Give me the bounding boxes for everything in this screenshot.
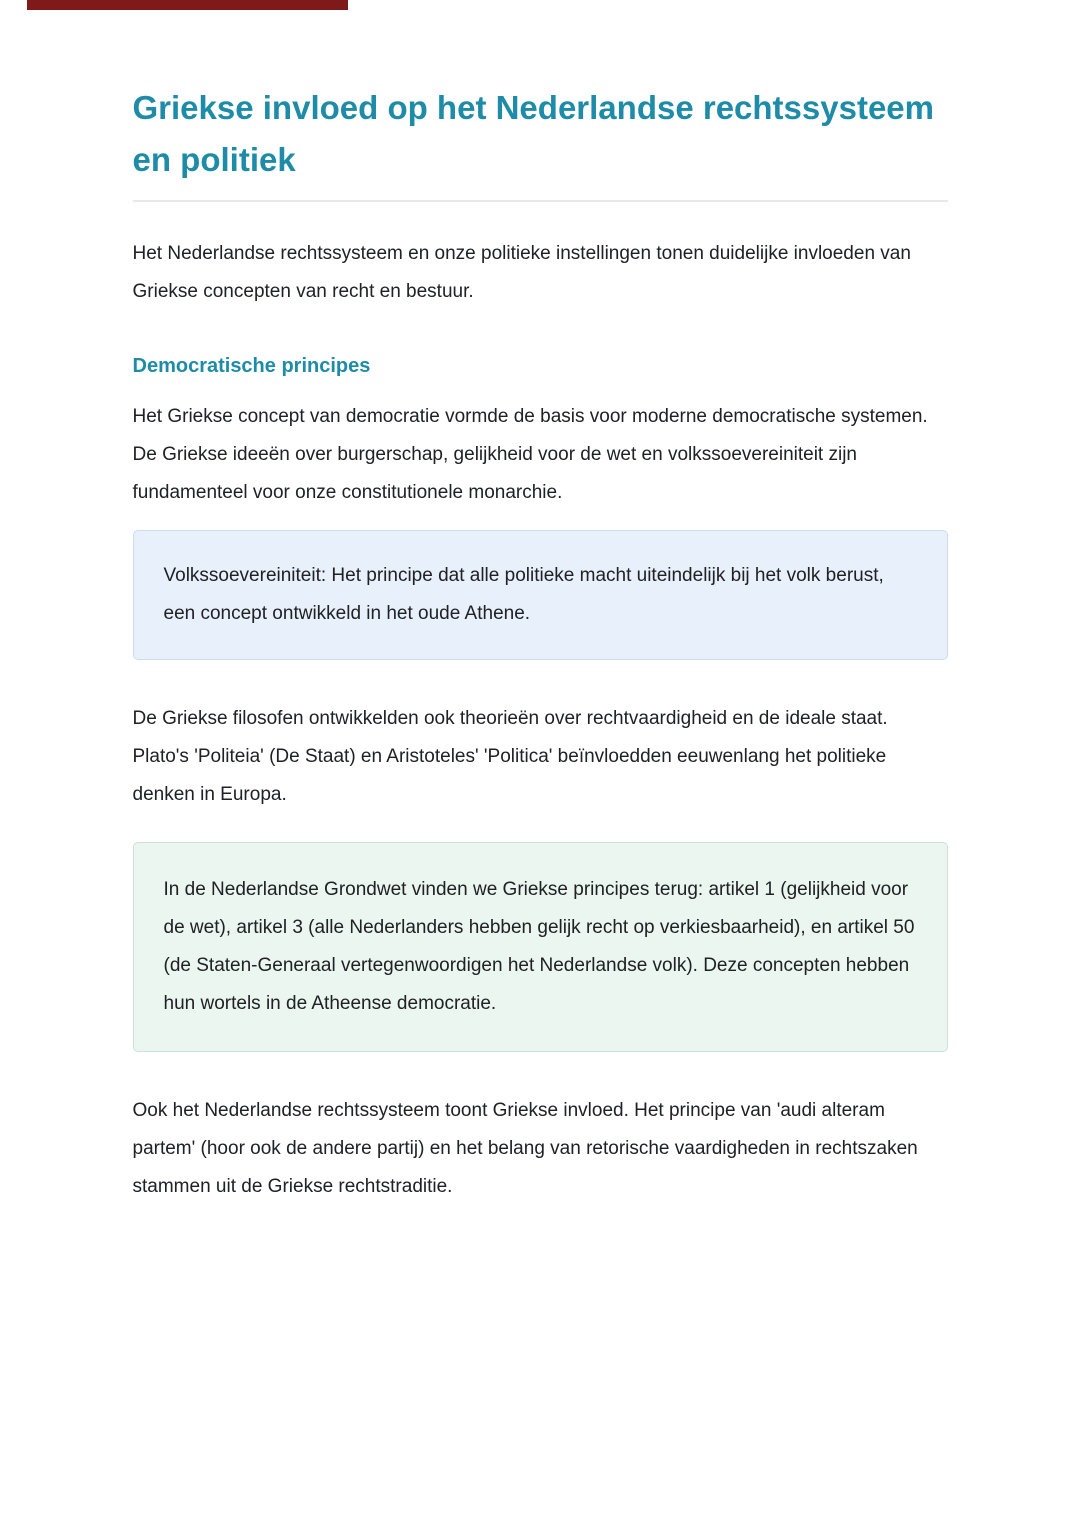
paragraph-philosophers: De Griekse filosofen ontwikkelden ook theorieën over rechtvaardigheid en de ideale staat. Plato's 'Politeia' (De Staat) en Aristoteles' 'Politica' beïnvloedden eeuwenlang het politieke denken in Europa. xyxy=(132,708,888,806)
top-accent-bar xyxy=(27,0,348,10)
article-content xyxy=(133,0,948,1206)
paragraph-democracy: Het Griekse concept van democratie vormde de basis voor moderne democratische systemen. De Griekse ideeën over burgerschap, gelijkheid voor de wet en volkssoevereiniteit zijn fundamenteel voor onze constitutionele monarchie. xyxy=(132,406,928,504)
definition-callout-text: Volkssoevereiniteit: Het principe dat alle politieke macht uiteindelijk bij het volk berust, een concept ontwikkeld in het oude Athene. xyxy=(163,565,884,625)
page-title: Griekse invloed op het Nederlandse rechtssysteem en politiek xyxy=(132,89,934,179)
closing-paragraph: Ook het Nederlandse rechtssysteem toont Griekse invloed. Het principe van 'audi alteram partem' (hoor ook de andere partij) en het belang van retorische vaardigheden in rechtszaken stammen uit de Griekse rechtstraditie. xyxy=(132,1100,918,1198)
section-heading-democratische-principes: Democratische principes xyxy=(132,355,371,378)
title-divider xyxy=(133,200,948,202)
example-callout-text: In de Nederlandse Grondwet vinden we Griekse principes terug: artikel 1 (gelijkheid voor de wet), artikel 3 (alle Nederlanders hebben gelijk recht op verkiesbaarheid), en artikel 50 (de Staten-Generaal vertegenwoordigen het Nederlandse volk). Deze concepten hebben hun wortels in de Atheense democratie. xyxy=(163,879,915,1015)
example-callout-box xyxy=(133,842,948,1052)
intro-paragraph: Het Nederlandse rechtssysteem en onze politieke instellingen tonen duidelijke invloeden van Griekse concepten van recht en bestuur. xyxy=(132,243,911,303)
definition-callout-box xyxy=(133,530,948,660)
